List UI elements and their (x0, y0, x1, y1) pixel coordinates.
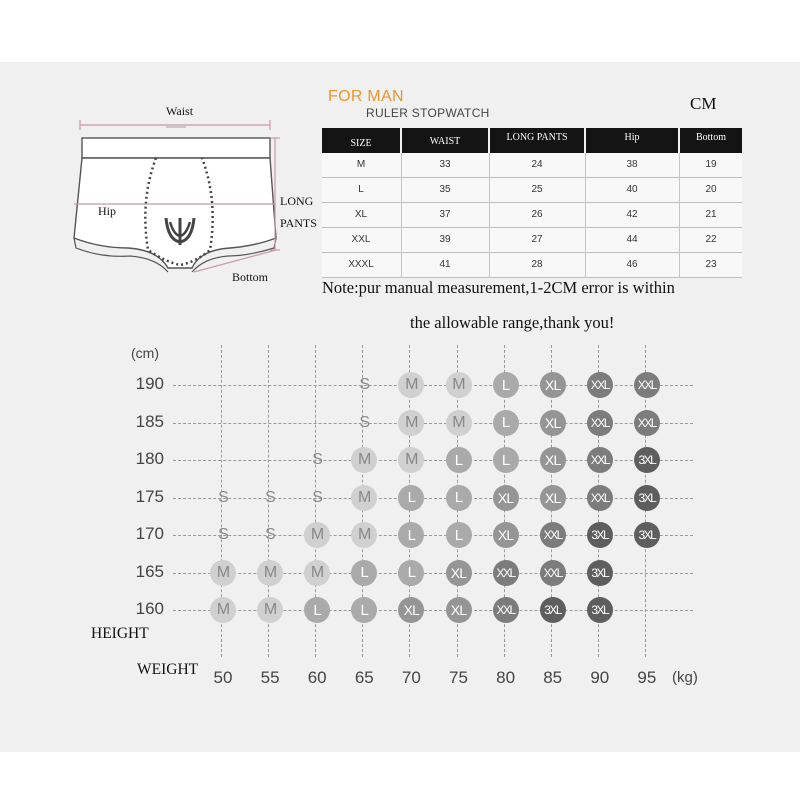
size-mark: XL (540, 410, 566, 436)
table-row: XXL 39 27 44 22 (322, 228, 742, 253)
size-mark: S (312, 451, 323, 468)
size-mark: S (265, 526, 276, 543)
brand-title: FOR MAN (328, 88, 404, 105)
size-mark: XXL (587, 372, 613, 398)
hip-label: Hip (98, 204, 116, 218)
weight-tick-label: 70 (401, 668, 421, 687)
size-mark: M (446, 410, 472, 436)
weight-tick-label: 75 (449, 668, 468, 687)
grid-row-line (173, 460, 693, 461)
weight-tick-label: 50 (213, 668, 233, 687)
size-mark: M (398, 410, 424, 436)
size-mark: S (265, 488, 276, 506)
long-pants-label-2: PANTS (280, 216, 317, 230)
size-mark: 3XL (587, 522, 613, 548)
size-mark: XL (446, 560, 472, 586)
size-mark: S (359, 413, 370, 431)
size-mark: S (359, 376, 370, 393)
weight-axis-title: WEIGHT (137, 661, 199, 678)
height-tick-label: 185 (135, 411, 164, 431)
height-tick-label: 180 (135, 449, 164, 468)
size-mark: L (304, 597, 330, 623)
weight-unit-label: (kg) (672, 669, 698, 686)
size-mark: L (493, 410, 519, 436)
weight-tick-label: 65 (354, 668, 374, 687)
table-header-bottom: Bottom (680, 128, 742, 153)
size-mark: 3XL (540, 597, 566, 623)
grid-row-line (173, 498, 693, 499)
size-mark: XL (540, 447, 566, 473)
waist-label: Waist (166, 104, 194, 118)
size-mark: L (493, 447, 519, 473)
size-mark: M (210, 560, 236, 586)
height-tick-label: 170 (135, 524, 164, 543)
size-mark: XXL (493, 597, 519, 623)
size-mark: XL (540, 372, 566, 398)
size-mark: L (446, 522, 472, 548)
size-mark: L (446, 447, 472, 473)
size-mark: 3XL (634, 522, 660, 548)
table-row: XXXL 41 28 46 23 (322, 253, 742, 278)
size-mark: L (351, 597, 377, 623)
size-mark: XXL (540, 522, 566, 548)
size-mark: XL (540, 485, 566, 511)
weight-tick-label: 55 (260, 668, 280, 687)
size-mark: M (398, 447, 424, 473)
size-mark: L (493, 372, 519, 398)
height-tick-label: 190 (135, 374, 164, 393)
note-line-1: Note:pur manual measurement,1-2CM error is within (322, 278, 675, 297)
unit-label: CM (690, 94, 717, 113)
grid-row-line (173, 385, 693, 386)
note-line-2: the allowable range,thank you! (410, 313, 615, 332)
height-axis-title: HEIGHT (91, 625, 149, 642)
table-row: XL 37 26 42 21 (322, 203, 742, 228)
size-mark: S (312, 488, 323, 506)
weight-tick-label: 90 (590, 668, 610, 687)
size-mark: XXL (634, 410, 660, 436)
grid-row-line (173, 610, 693, 611)
grid-row-line (173, 535, 693, 536)
size-mark: 3XL (634, 485, 660, 511)
weight-tick-label: 95 (637, 668, 657, 687)
weight-tick-label: 80 (496, 668, 516, 687)
size-mark: XL (493, 522, 519, 548)
long-pants-label-1: LONG (280, 194, 314, 208)
size-mark: XXL (493, 560, 519, 586)
grid-row-line (173, 573, 693, 574)
brand-subtitle: RULER STOPWATCH (366, 106, 490, 120)
size-mark: XL (446, 597, 472, 623)
size-mark: M (257, 597, 283, 623)
size-mark: M (398, 372, 424, 398)
size-mark: S (218, 526, 228, 543)
size-mark: M (351, 485, 377, 511)
height-unit-label: (cm) (131, 345, 159, 361)
bottom-label: Bottom (232, 270, 269, 284)
size-mark: 3XL (587, 560, 613, 586)
size-mark: M (351, 522, 377, 548)
size-mark: 3XL (634, 447, 660, 473)
size-mark: M (257, 560, 283, 586)
table-header-waist: WAIST (402, 128, 488, 153)
height-tick-label: 160 (135, 599, 164, 618)
size-mark: L (446, 485, 472, 511)
table-row: L 35 25 40 20 (322, 178, 742, 203)
size-mark: L (398, 485, 424, 511)
size-mark: XXL (540, 560, 566, 586)
size-mark: XXL (587, 485, 613, 511)
size-mark: XXL (587, 410, 613, 436)
size-mark: L (398, 522, 424, 548)
size-mark: M (446, 372, 472, 398)
size-mark: 3XL (587, 597, 613, 623)
size-mark: XXL (587, 447, 613, 473)
size-mark: M (351, 447, 377, 473)
height-tick-label: 165 (135, 561, 164, 581)
size-mark: M (304, 560, 330, 586)
grid-row-line (173, 423, 693, 424)
table-row: M 33 24 38 19 (322, 153, 742, 178)
weight-tick-label: 85 (543, 668, 563, 687)
table-header-long-pants: LONG PANTS (490, 128, 584, 153)
table-header-hip: Hip (586, 128, 678, 153)
size-mark: XXL (634, 372, 660, 398)
size-mark: M (210, 597, 236, 623)
size-mark: XL (398, 597, 424, 623)
size-mark: XL (493, 485, 519, 511)
weight-tick-label: 60 (307, 668, 327, 687)
table-header-size: SIZE (322, 128, 400, 153)
height-tick-label: 175 (135, 486, 164, 506)
size-mark: S (218, 488, 228, 506)
size-mark: L (398, 560, 424, 586)
size-mark: L (351, 560, 377, 586)
size-mark: M (304, 522, 330, 548)
